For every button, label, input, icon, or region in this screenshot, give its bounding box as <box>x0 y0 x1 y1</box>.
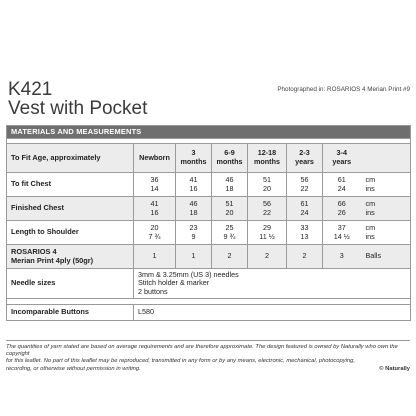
value-cell: 25 9 ¾ <box>212 221 248 245</box>
brand-mark: © Naturally <box>379 365 410 372</box>
age-label: To Fit Age, approximately <box>7 144 134 173</box>
measurement-row-chest <box>7 173 411 197</box>
value-cell: 51 20 <box>248 173 287 197</box>
yarn-row <box>7 245 411 269</box>
yarn-value: 2 <box>212 245 248 269</box>
value-cell: 46 18 <box>212 173 248 197</box>
needle-details: 3mm & 3.25mm (US 3) needles Stitch holder & marker 2 buttons <box>134 269 411 299</box>
value-cell: 61 24 <box>287 197 323 221</box>
size-header: 3-4 years <box>323 144 361 173</box>
value-cell: 29 11 ½ <box>248 221 287 245</box>
pattern-title: Vest with Pocket <box>8 98 148 119</box>
yarn-unit: Balls <box>361 245 411 269</box>
yarn-value: 3 <box>323 245 361 269</box>
size-header: 6-9 months <box>212 144 248 173</box>
value-cell: 37 14 ½ <box>323 221 361 245</box>
value-cell: 36 14 <box>134 173 176 197</box>
measurement-row-length <box>7 221 411 245</box>
size-header: 2-3 years <box>287 144 323 173</box>
materials-table <box>6 125 411 321</box>
footer-line: recording, or otherwise without permission in writing. <box>6 365 141 372</box>
value-cell: 33 13 <box>287 221 323 245</box>
yarn-value: 2 <box>287 245 323 269</box>
size-header: 12-18 months <box>248 144 287 173</box>
value-cell: 51 20 <box>212 197 248 221</box>
yarn-label: ROSARIOS 4 Merian Print 4ply (50gr) <box>7 245 134 269</box>
size-header: 3 months <box>176 144 212 173</box>
value-cell: 56 22 <box>287 173 323 197</box>
buttons-label: Incomparable Buttons <box>7 305 134 321</box>
section-header-row <box>7 126 411 139</box>
section-title: MATERIALS AND MEASUREMENTS <box>7 126 411 139</box>
photographed-in-note: Photographed in: ROSARIOS 4 Merian Print #9 <box>277 86 410 93</box>
unit-cell: cm ins <box>361 221 411 245</box>
value-cell: 41 16 <box>176 173 212 197</box>
footer-line: The quantities of yarn stated are based on average requirements and are therefore approximate. The design featured is owned by Naturally who own the copyright <box>6 344 398 358</box>
value-cell: 46 18 <box>176 197 212 221</box>
value-cell: 23 9 <box>176 221 212 245</box>
value-cell: 61 24 <box>323 173 361 197</box>
age-row <box>7 144 411 173</box>
measurement-row-finished-chest <box>7 197 411 221</box>
row-label: Finished Chest <box>7 197 134 221</box>
size-header: Newborn <box>134 144 176 173</box>
yarn-value: 1 <box>176 245 212 269</box>
value-cell: 20 7 ¾ <box>134 221 176 245</box>
yarn-value: 1 <box>134 245 176 269</box>
value-cell: 56 22 <box>248 197 287 221</box>
row-label: To fit Chest <box>7 173 134 197</box>
buttons-row <box>7 305 411 321</box>
unit-cell: cm ins <box>361 197 411 221</box>
pattern-code: K421 <box>8 79 53 100</box>
row-label: Length to Shoulder <box>7 221 134 245</box>
value-cell: 66 26 <box>323 197 361 221</box>
unit-cell <box>361 144 411 173</box>
needle-label: Needle sizes <box>7 269 134 299</box>
value-cell: 41 16 <box>134 197 176 221</box>
needle-row <box>7 269 411 299</box>
copyright-footer <box>6 340 410 373</box>
buttons-value: L580 <box>134 305 411 321</box>
yarn-value: 2 <box>248 245 287 269</box>
footer-line: for this leaflet. No part of this leaflet may be reproduced, transmitted in any form or by any means, electronic, mechanical, photocopying, <box>6 358 355 365</box>
unit-cell: cm ins <box>361 173 411 197</box>
